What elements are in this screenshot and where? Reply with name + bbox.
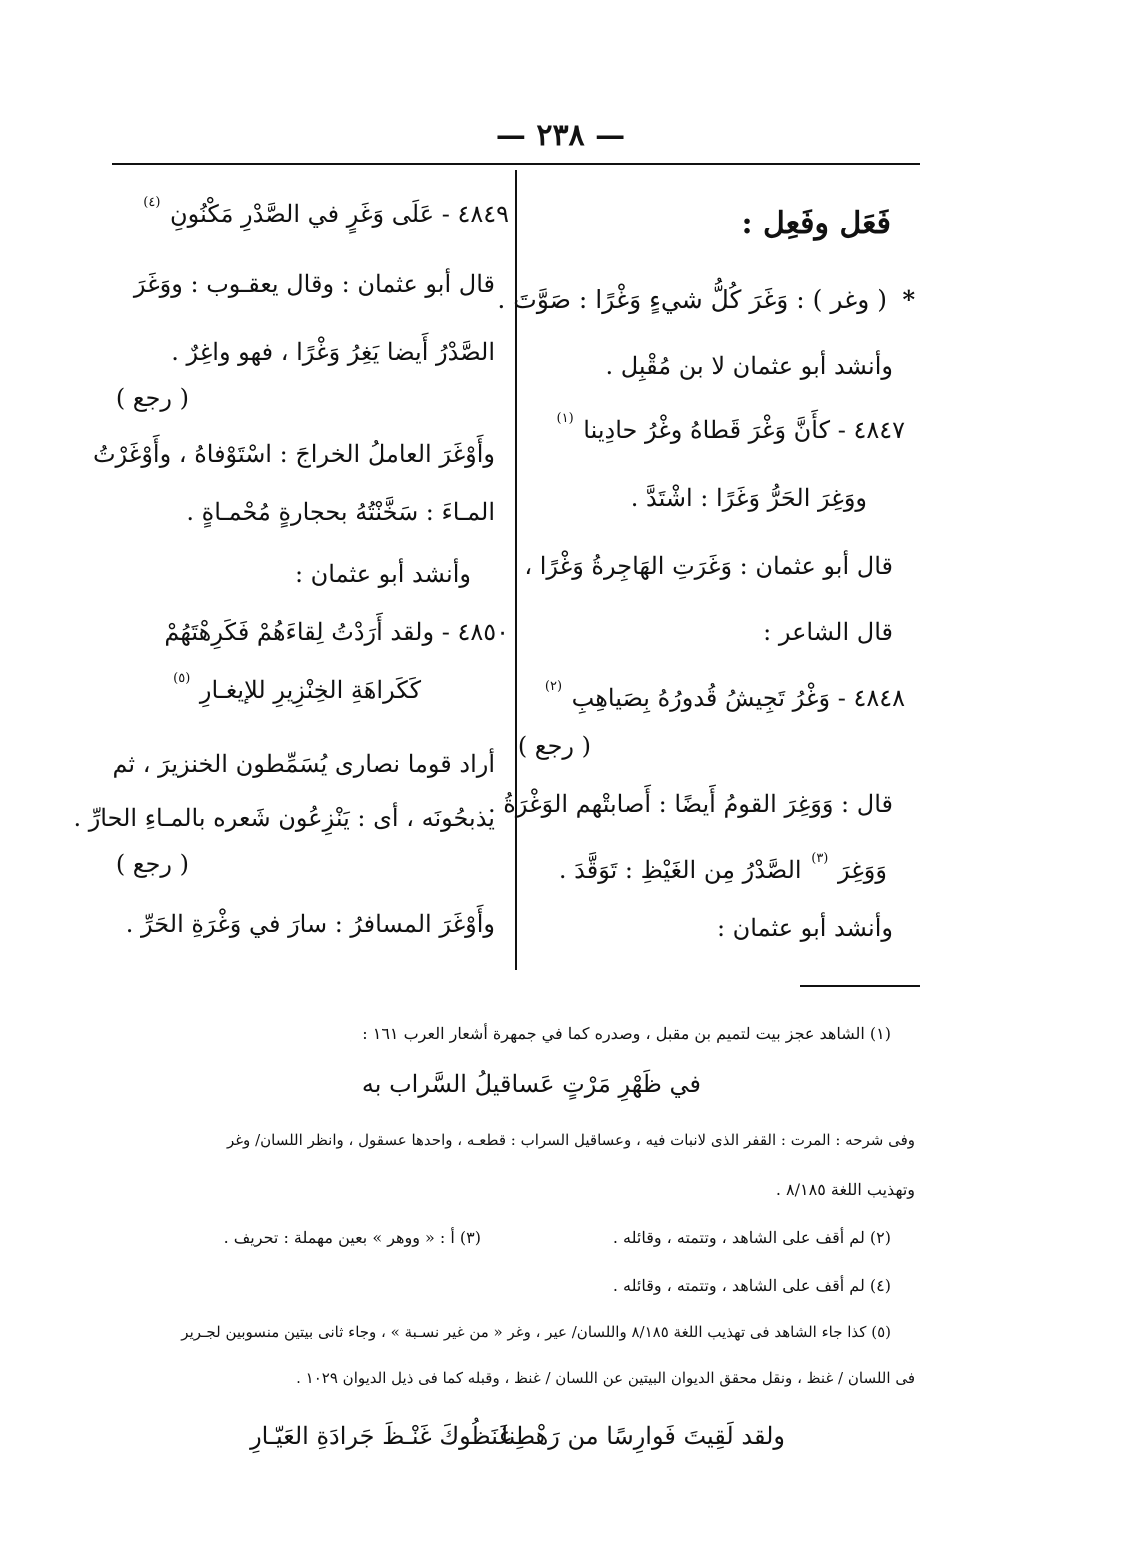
footnote-5: (٥) كذا جاء الشاهد فى تهذيب اللغة ٨/١٨٥ واللسان/ عير ، وغر « من غير نسـبة » ، وجاء ثانى بيتين منسوبين لجـرير xyxy=(181,1323,891,1341)
return-marker: ( رجع ) xyxy=(517,732,591,760)
footnote-1-continued: وفى شرحه : المرت : القفر الذى لانبات فيه ، وعساقيل السراب : قطعـه ، واحدها عسقول ، وانظر اللسان/ وغر xyxy=(226,1131,915,1149)
verse-4849 xyxy=(141,196,509,237)
left-text-line-13: وأَوْغَرَ المسافرُ : سارَ في وَغْرَةِ الحَرِّ . xyxy=(125,910,495,938)
footnote-marker: (٤) xyxy=(143,195,161,210)
section-heading: فَعَل وفَعِل : xyxy=(741,206,891,241)
entry-star-marker: * xyxy=(902,285,915,314)
right-text-line-9: قال : وَوَغِرَ القومُ أَيضًا : أَصابتْهم الوَغْرَةُ . xyxy=(488,790,893,818)
verse-text: كأَنَّ وَغْرَ قَطاهُ وغْرُ حادِينا xyxy=(583,416,831,444)
footnote-4: (٤) لم أقف على الشاهد ، وتتمته ، وقائله . xyxy=(612,1276,891,1295)
left-text-line-3: الصَّدْرُ أَيضا يَغِرُ وَغْرًا ، فهو واغِرٌ . xyxy=(171,338,495,366)
left-text-line-7: وأنشد أبو عثمان : xyxy=(294,560,471,588)
footnote-marker: (٢) xyxy=(544,679,563,694)
verse-4850-second-half: كَكَراهَةِ الخِنْزِيرِ للإيغـارِ $^{(٥)}$ xyxy=(173,671,421,704)
right-text-line-5: قال أبو عثمان : وَغَرَتِ الهَاجِرةُ وَغْرًا ، xyxy=(524,552,893,580)
verse-number: ٤٨٤٩ - xyxy=(441,200,509,228)
left-text-line-5: وأَوْغَرَ العاملُ الخراجَ : اسْتَوْفاهُ ، وأَوْغَرْتُ xyxy=(92,440,495,468)
footnote-1: (١) الشاهد عجز بيت لتميم بن مقبل ، وصدره كما في جمهرة أشعار العرب ١٦١ : xyxy=(362,1024,891,1043)
left-text-line-2: قال أبو عثمان : وقال يعقـوب : ووَغَرَ xyxy=(133,270,495,298)
verse-text: وَغْرُ تَجِيشُ قُدورُهُ بِصَياهِبِ xyxy=(571,684,831,712)
footnote-5-continued: فى اللسان / غنظ ، ونقل محقق الديوان البيتين عن اللسان / غنظ ، وقبله كما فى ذيل الديوان ١٠٢٩ . xyxy=(296,1369,915,1387)
header-rule xyxy=(112,163,920,165)
footnote-marker: (٣) xyxy=(811,851,829,866)
right-text-line-11: وأنشد أبو عثمان : xyxy=(716,914,893,942)
footnote-5-verse-second-half: غَنَظُوكَ غَنْـظَ جَرادَةِ العَيّـارِ xyxy=(250,1422,511,1450)
footnote-1-continued-b: وتهذيب اللغة ٨/١٨٥ . xyxy=(775,1180,915,1199)
footnote-rule xyxy=(800,985,920,987)
footnote-1-verse: في ظَهْرِ مَرْتٍ عَساقيلُ السَّراب به xyxy=(361,1070,701,1098)
left-text-line-11: يذبحُونَه ، أى : يَنْزِعُون شَعره بالمـاءِ الحارِّ . xyxy=(73,804,495,832)
page-number: — ٢٣٨ — xyxy=(495,118,626,153)
right-text-line-10: وَوَغِرَ $^{(٣)}$ الصَّدْرُ مِن الغَيْظِ : تَوَقَّدَ . xyxy=(558,851,887,884)
verse-number: ٤٨٥٠ - xyxy=(441,618,509,646)
verse-text: عَلَى وَغَرٍ في الصَّدْرِ مَكْنُونِ xyxy=(170,200,435,228)
left-text-line-6: المـاءَ : سَخَّنْتُهُ بحجارةٍ مُحْمـاةٍ . xyxy=(186,498,495,526)
footnote-3: (٣) أ : « ووهر » بعين مهملة : تحريف . xyxy=(223,1228,481,1247)
footnote-marker: (١) xyxy=(556,411,574,426)
verse-text: ولقد أَرَدْتُ لِقاءَهُمْ فَكَرِهْتَهُمْ xyxy=(164,618,435,646)
verse-4847 xyxy=(555,412,906,453)
footnote-5-verse-first-half: ولقد لَقِيتَ فَوارِسًا من رَهْطِنا xyxy=(501,1422,785,1450)
entry-headword-line: ( وغر ) : وَغَرَ كُلُّ شيءٍ وَغْرًا : صَوَّتَ . xyxy=(497,285,887,314)
verse-4848 xyxy=(543,680,905,721)
footnote-marker: (٥) xyxy=(173,671,191,686)
right-text-line-2: وأنشد أبو عثمان لا بن مُقْبِل . xyxy=(605,352,893,380)
right-text-line-4: ووَغِرَ الحَرُّ وَغَرًا : اشْتَدَّ . xyxy=(630,484,867,512)
verse-number: ٤٨٤٧ - xyxy=(837,416,905,444)
verse-4850 xyxy=(164,614,509,650)
return-marker: ( رجع ) xyxy=(115,850,189,878)
left-text-line-10: أراد قوما نصارى يُسَمِّطون الخنزيرَ ، ثم xyxy=(112,750,495,778)
right-text-line-6: قال الشاعر : xyxy=(763,618,893,646)
return-marker: ( رجع ) xyxy=(115,384,189,412)
footnote-2: (٢) لم أقف على الشاهد ، وتتمته ، وقائله . xyxy=(612,1228,891,1247)
verse-number: ٤٨٤٨ - xyxy=(837,684,905,712)
